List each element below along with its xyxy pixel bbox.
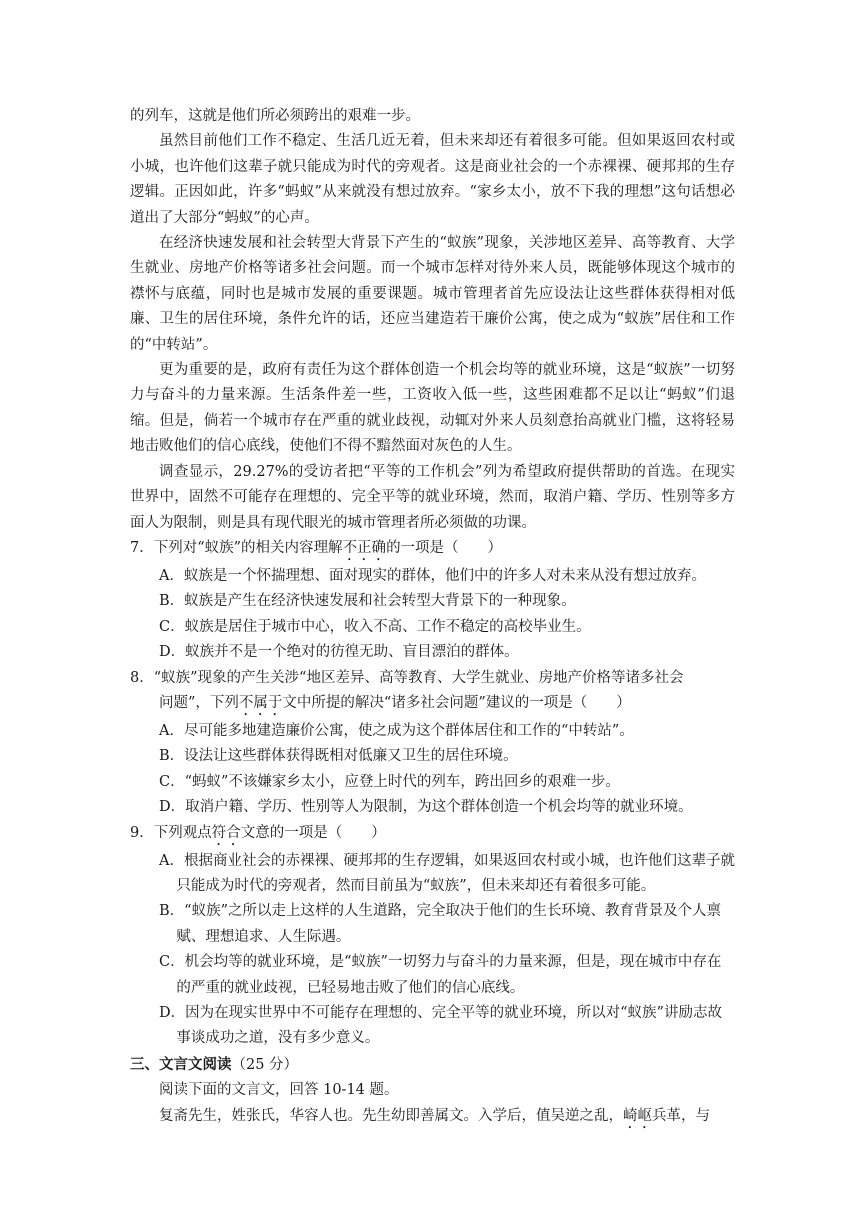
question-7-option-a: A．蚁族是一个怀揣理想、面对现实的群体，他们中的许多人对未来从没有想过放弃。 xyxy=(159,567,706,584)
passage-paragraph: 调查显示，29.27%的受访者把“平等的工作机会”列为希望政府提供帮助的首选。在现实世界中，固然不可能存在理想的、完全平等的就业环境，然而，取消户籍、学历、性别等多方面人为限制，则是具有现代眼光的城市管理者所必须做的功课。 xyxy=(130,463,735,531)
question-8-option-b: B．设法让这些群体获得既相对低廉又卫生的居住环境。 xyxy=(159,748,518,765)
question-9-stem: 9．下列观点符合文意的一项是（ ） xyxy=(130,824,386,841)
question-9-option-c: C．机会均等的就业环境，是“蚁族”一切努力与奋斗的力量来源，但是，现在城市中存在的严重的就业歧视，已轻易地击败了他们的信心底线。 xyxy=(159,954,722,996)
section-instruction: 阅读下面的文言文，回答 10-14 题。 xyxy=(159,1082,399,1099)
question-9-option-d: D．因为在现实世界中不可能存在理想的、完全平等的就业环境，所以对“蚁族”讲励志故事谈成功之道，没有多少意义。 xyxy=(159,1005,722,1047)
question-8-option-a: A．尽可能多地建造廉价公寓，使之成为这个群体居住和工作的“中转站”。 xyxy=(159,722,634,739)
question-7-stem: 7．下列对“蚁族”的相关内容理解不正确的一项是（ ） xyxy=(130,539,503,556)
passage-paragraph: 更为重要的是，政府有责任为这个群体创造一个机会均等的就业环境，这是“蚁族”一切努力与奋斗的力量来源。生活条件差一些，工资收入低一些，这些困难都不足以让“蚂蚁”们退缩。但是，倘若一个城市存在严重的就业歧视，动辄对外来人员刻意抬高就业门槛，这将轻易地击败他们的信心底线，使他们不得不黯然面对灰色的人生。 xyxy=(130,362,735,455)
question-9-option-a: A．根据商业社会的赤裸裸、硬邦邦的生存逻辑，如果返回农村或小城，也许他们这辈子就只能成为时代的旁观者，然而目前虽为“蚁族”，但未来却还有着很多可能。 xyxy=(159,852,735,894)
passage-paragraph: 虽然目前他们工作不稳定、生活几近无着，但未来却还有着很多可能。但如果返回农村或小城，也许他们这辈子就只能成为时代的旁观者。这是商业社会的一个赤裸裸、硬邦邦的生存逻辑。正因如此，许多“蚂蚁”从来就没有想过放弃。“家乡太小，放不下我的理想”这句话想必道出了大部分“蚂蚁”的心声。 xyxy=(130,133,735,226)
emphasis-text: 不属于 xyxy=(238,694,283,711)
classical-text: 复斋先生，姓张氏，华容人也。先生幼即善属文。入学后，值吴逆之乱，崎岖兵革，与 xyxy=(159,1107,710,1124)
question-8-option-c: C．“蚂蚁”不该嫌家乡太小，应登上时代的列车，跨出回乡的艰难一步。 xyxy=(159,773,620,790)
emphasis-text: 不正确 xyxy=(342,539,387,556)
question-8-stem: 8．“蚁族”现象的产生关涉“地区差异、高等教育、大学生就业、房地产价格等诸多社会 xyxy=(130,669,684,686)
question-9-option-b: B．“蚁族”之所以走上这样的人生道路，完全取决于他们的生长环境、教育背景及个人禀赋、理想追求、人生际遇。 xyxy=(159,903,721,945)
passage-paragraph: 在经济快速发展和社会转型大背景下产生的“蚁族”现象，关涉地区差异、高等教育、大学生就业、房地产价格等诸多社会问题。而一个城市怎样对待外来人员，既能够体现这个城市的襟怀与底蕴，同时也是城市发展的重要课题。城市管理者首先应设法让这些群体获得相对低廉、卫生的居住环境，条件允许的话，还应当建造若干廉价公寓，使之成为“蚁族”居住和工作的“中转站”。 xyxy=(130,235,735,353)
question-7-option-b: B．蚁族是产生在经济快速发展和社会转型大背景下的一种现象。 xyxy=(159,593,576,610)
question-8-option-d: D．取消户籍、学历、性别等人为限制，为这个群体创造一个机会均等的就业环境。 xyxy=(159,799,693,816)
section-heading: 三、文言文阅读（25 分） xyxy=(130,1055,299,1073)
question-7-option-c: C．蚁族是居住于城市中心，收入不高、工作不稳定的高校毕业生。 xyxy=(159,618,591,635)
emphasis-text: 崎岖 xyxy=(623,1107,652,1124)
question-7-option-d: D．蚁族并不是一个绝对的彷徨无助、盲目漂泊的群体。 xyxy=(159,644,519,661)
passage-paragraph: 的列车，这就是他们所必须跨出的艰难一步。 xyxy=(130,108,420,124)
document-page xyxy=(130,104,735,1132)
question-8-stem-cont: 问题”，下列不属于文中所提的解决“诸多社会问题”建议的一项是（ ） xyxy=(159,694,631,711)
emphasis-text: 符合 xyxy=(211,824,241,841)
